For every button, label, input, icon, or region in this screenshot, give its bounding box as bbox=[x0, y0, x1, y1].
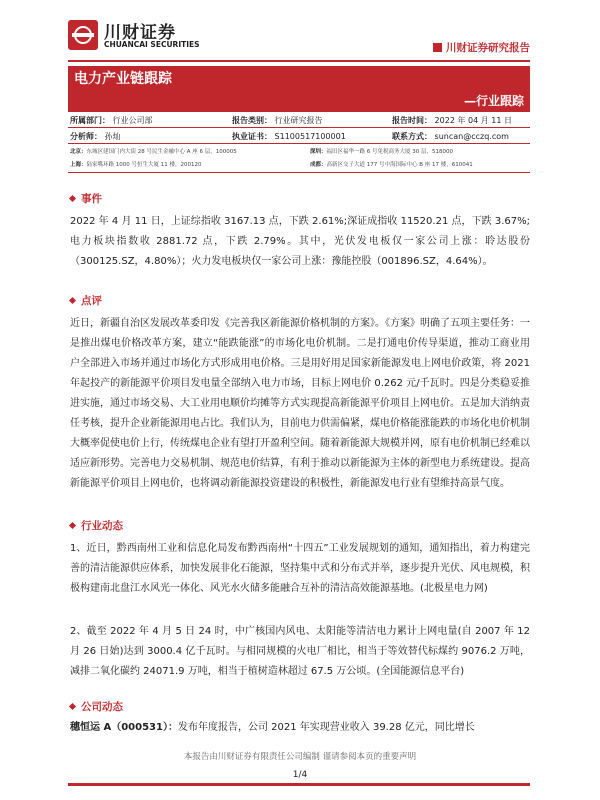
brand-square-icon bbox=[433, 43, 442, 52]
logo-icon bbox=[68, 20, 98, 50]
logo-text-cn: 川财证券 bbox=[104, 23, 176, 43]
analyst-info: 分析师： 孙灿 bbox=[70, 132, 121, 141]
comment-paragraph: 近日，新疆自治区发展改革委印发《完善我区新能源价格机制的方案》。《方案》明确了五项主要任务：一是推出煤电价格改革方案，建立“能跌能涨”的市场化电价机制。二是打通电价传导渠道，推动工商业用户全部进入市场并通过市场化方式形成用电价格。三是用好用足国家新能源发电上网电价政策，将 2021 年起投产的新能源平价项目发电量全部纳入电力市场，目标上网电价 0.262 元/千瓦时。四是分类稳妥推进实施，通过市场交易、大工业用电顺价均摊等方式实现提高新能源平价项目上网电价。五是加大消纳责任考核，提升企业新能源用电占比。我们认为，目前电力供需偏紧，煤电价格能涨能跌的市场化电价机制大概率促使电价上行，传统煤电企业有望打开盈利空间。随着新能源大规模并网，原有电价机制已经难以适应新形势。完善电力交易机制、规范电价结算，有利于推动以新能源为主体的新型电力系统建设。提高新能源平价项目上网电价，也将调动新能源投资建设的积极性，新能源发电行业有望维持高景气度。 bbox=[70, 318, 530, 489]
contact-info: 联系方式： suncan@cczq.com bbox=[392, 132, 509, 141]
section-event-heading: 事件 bbox=[70, 191, 102, 206]
address-beijing: 北京：东城区建国门内大街 28 号民生金融中心 A 座 6 层，100005 bbox=[70, 149, 237, 155]
diamond-icon bbox=[69, 195, 76, 202]
industry-news-2: 2、截至 2022 年 4 月 5 日 24 时，中广核国内风电、太阳能等清洁电力累计上网电量(自 2007 年 12 月 26 日始)达到 3000.4 亿千瓦时。与相同规模的火电厂相比，相当于等效替代标煤约 9076.2 万吨，减排二氧化碳约 24071.9 万吨，相当于植树造林超过 67.5 万公顷。(全国能源信息平台) bbox=[70, 626, 530, 677]
diamond-icon bbox=[69, 703, 76, 710]
page-number: 1/4 bbox=[292, 770, 308, 780]
footer-disclaimer: 本报告由川财证券有限责任公司编制 谨请参阅本页的重要声明 bbox=[183, 752, 417, 762]
section-comment-heading: 点评 bbox=[70, 293, 102, 308]
address-shenzhen: 深圳：福田区福华一路 6 号免税商务大厦 30 层，518000 bbox=[310, 149, 454, 155]
diamond-icon bbox=[69, 522, 76, 529]
brand-label: 川财证券研究报告 bbox=[433, 40, 530, 55]
address-shanghai: 上海：陆家嘴环路 1000 号恒生大厦 11 楼，200120 bbox=[70, 162, 202, 168]
company-name: 穗恒运 A（000531）： bbox=[70, 722, 178, 733]
report-title: 电力产业链跟踪 bbox=[74, 71, 172, 87]
diamond-icon bbox=[69, 297, 76, 304]
header-divider bbox=[68, 60, 530, 62]
dept-info: 所属部门： 行业公司部 bbox=[70, 116, 153, 125]
logo-text-en: CHUANCAI SECURITIES bbox=[104, 40, 200, 49]
report-subtitle: —行业跟踪 bbox=[463, 94, 524, 108]
report-time-info: 报告时间： 2022 年 04 月 11 日 bbox=[392, 116, 512, 125]
industry-news-1: 1、近日，黔西南州工业和信息化局发布黔西南州“十四五”工业发展规划的通知，通知指出，着力构建完善的清洁能源供应体系，加快发展非化石能源，坚持集中式和分布式并举，逐步提升光伏、风电规模，积极构建南北盘江水风光一体化、风光水火储多能融合互补的清洁高效能源基地。(北极星电力网) bbox=[70, 543, 530, 594]
info-divider-3 bbox=[68, 172, 530, 173]
info-divider-2 bbox=[68, 143, 530, 144]
event-paragraph: 2022 年 4 月 11 日，上证综指收 3167.13 点，下跌 2.61%;深证成指收 11520.21 点，下跌 3.67%;电力板块指数收 2881.72 点，下跌 2.79%。其中，光伏发电板仅一家公司上涨：聆达股份（300125.SZ，4.80%）；火力发电板块仅一家公司上涨：豫能控股（001896.SZ，4.64%）。 bbox=[70, 216, 530, 267]
report-type-info: 报告类别： 行业研究报告 bbox=[232, 116, 323, 125]
info-divider-1 bbox=[68, 127, 530, 128]
company-news-1: 穗恒运 A（000531）：发布年度报告，公司 2021 年实现营业收入 39.28 亿元，同比增长 bbox=[70, 722, 475, 733]
contact-email[interactable]: suncan@cczq.com bbox=[434, 132, 509, 141]
section-company-heading: 公司动态 bbox=[70, 699, 123, 714]
cert-info: 执业证书： S1100517100001 bbox=[232, 132, 346, 141]
footer-divider bbox=[68, 783, 530, 786]
address-chengdu: 成都：高新区交子大道 177 号中海国际中心 B 座 17 楼，610041 bbox=[310, 162, 473, 168]
section-industry-heading: 行业动态 bbox=[70, 518, 123, 533]
